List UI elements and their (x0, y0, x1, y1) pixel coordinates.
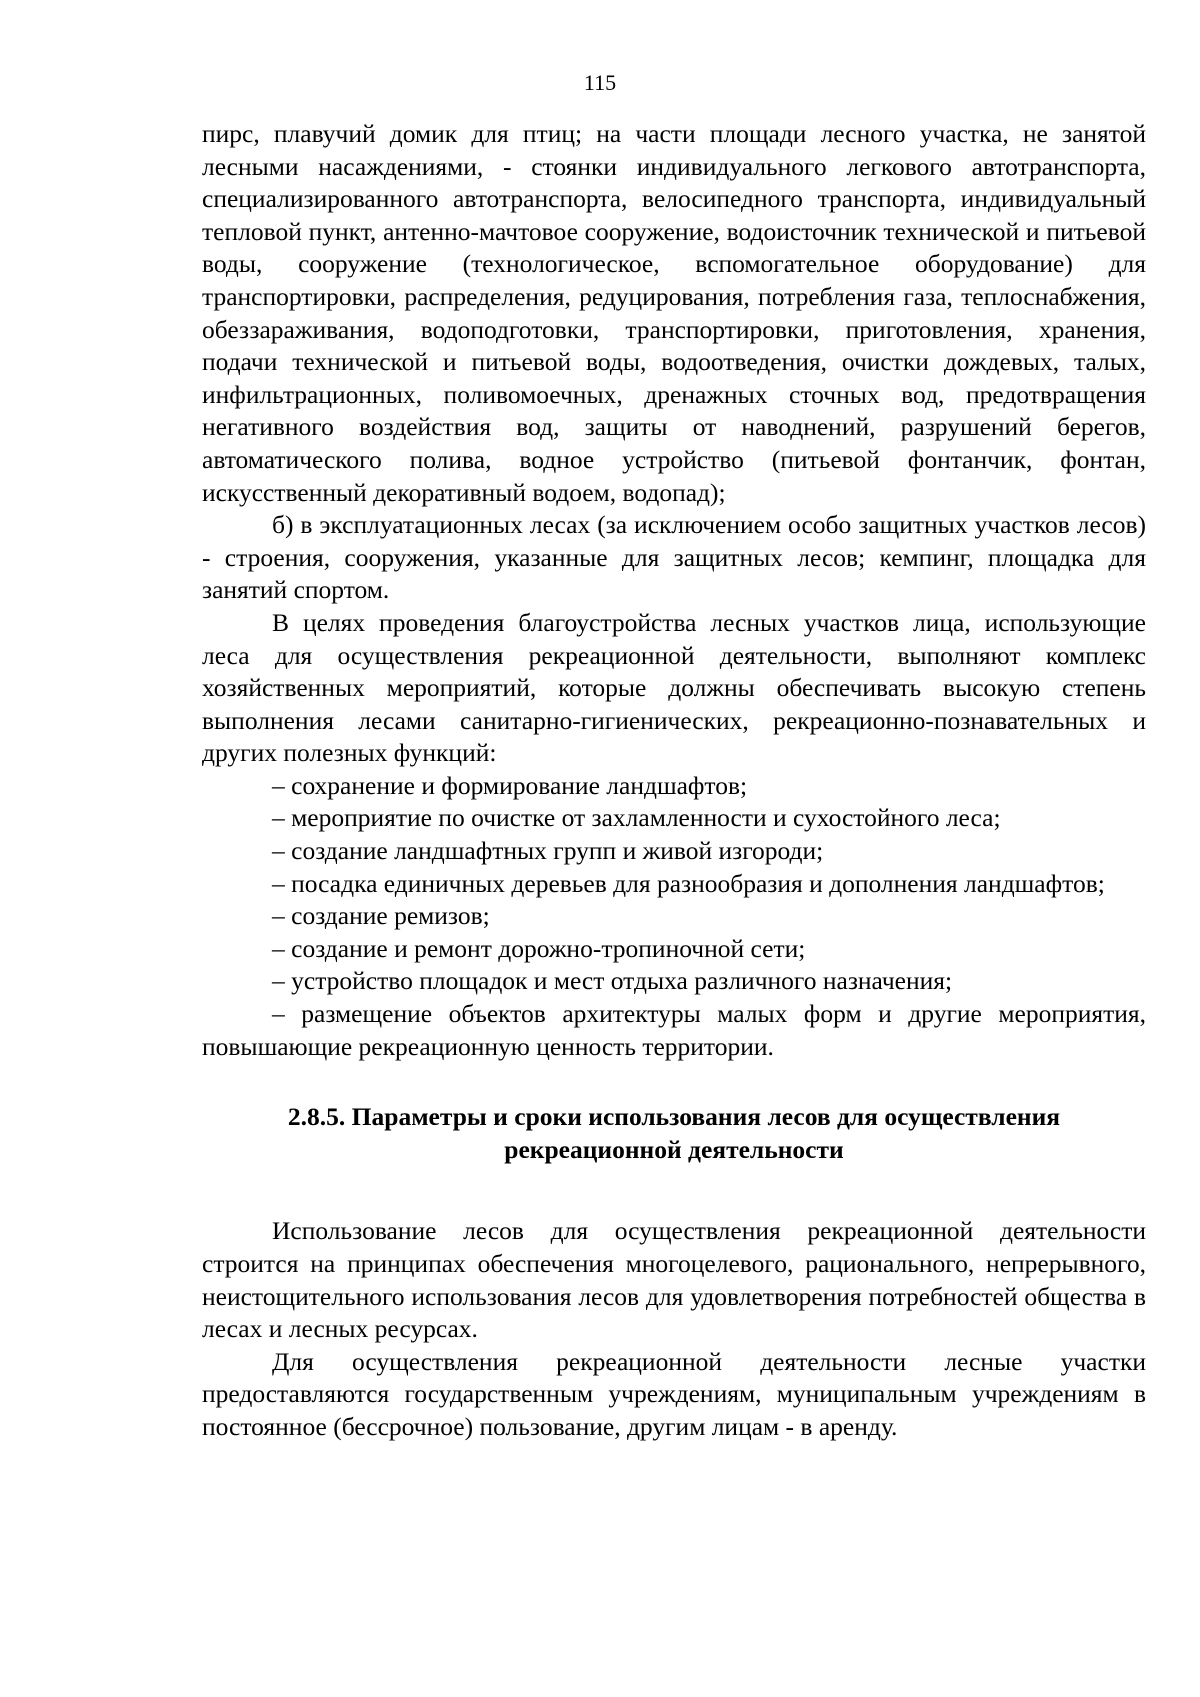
list-item: – создание ремизов; (272, 901, 490, 931)
list-item: – размещение объектов архитектуры малых форм и другие мероприятия, повышающие рекреационную ценность территории. (202, 999, 1146, 1061)
paragraph-recreation-provision: Для осуществления рекреационной деятельности лесные участки предоставляются государственным учреждениям, муниципальным учреждениям в постоянное (бессрочное) пользование, другим лицам - в аренду. (202, 1346, 1146, 1441)
list-item: – устройство площадок и мест отдыха различного назначения; (272, 966, 953, 996)
section-heading-line-2: рекреационной деятельности (504, 1134, 844, 1164)
list-item: – мероприятие по очистке от захламленности и сухостойного леса; (272, 803, 1001, 833)
paragraph-item-b: б) в эксплуатационных лесах (за исключением особо защитных участков лесов) - строения, сооружения, указанные для защитных лесов; кемпинг, площадка для занятий спортом. (202, 510, 1146, 605)
top-section (202, 118, 1146, 1063)
document-body (202, 118, 1146, 1444)
list-item: – сохранение и формирование ландшафтов; (272, 770, 748, 800)
list-item: – создание ландшафтных групп и живой изгороди; (272, 836, 824, 866)
bottom-section (202, 1215, 1146, 1443)
section-heading (202, 1101, 1146, 1166)
list-item: – посадка единичных деревьев для разнообразия и дополнения ландшафтов; (272, 868, 1105, 898)
paragraph-continuation: пирс, плавучий домик для птиц; на части площади лесного участка, не занятой лесными насаждениями, - стоянки индивидуального легкового автотранспорта, специализированного автотранспорта, велосипедного транспорта, индивидуальный тепловой пункт, антенно-мачтовое сооружение, водоисточник технической и питьевой воды, сооружение (технологическое, вспомогательное оборудование) для транспортировки, распределения, редуцирования, потребления газа, теплоснабжения, обеззараживания, водоподготовки, транспортировки, приготовления, хранения, подачи технической и питьевой воды, водоотведения, очистки дождевых, талых, инфильтрационных, поливомоечных, дренажных сточных вод, предотвращения негативного воздействия вод, защиты от наводнений, разрушений берегов, автоматического полива, водное устройство (питьевой фонтанчик, фонтан, искусственный декоративный водоем, водопад); (202, 119, 1146, 507)
paragraph-recreation-usage: Использование лесов для осуществления рекреационной деятельности строится на принципах обеспечения многоцелевого, рационального, непрерывного, неистощительного использования лесов для удовлетворения потребностей общества в лесах и лесных ресурсах. (202, 1216, 1146, 1344)
list-item: – создание и ремонт дорожно-тропиночной сети; (272, 933, 806, 963)
page-number: 115 (583, 70, 617, 95)
paragraph-improvement-intro: В целях проведения благоустройства лесных участков лица, использующие леса для осуществления рекреационной деятельности, выполняют комплекс хозяйственных мероприятий, которые должны обеспечивать высокую степень выполнения лесами санитарно-гигиенических, рекреационно-познавательных и других полезных функций: (202, 607, 1146, 768)
section-heading-line-1: 2.8.5. Параметры и сроки использования лесов для осуществления (287, 1102, 1061, 1132)
